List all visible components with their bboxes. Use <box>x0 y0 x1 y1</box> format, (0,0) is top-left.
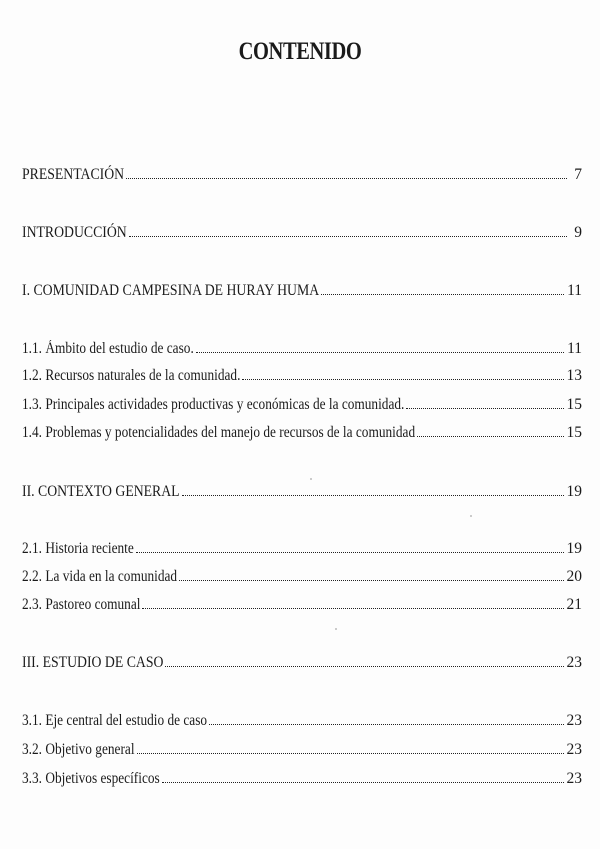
toc-entry-chapter-1 <box>22 281 582 301</box>
toc-entry-introduccion <box>22 223 582 243</box>
leader-dots <box>179 580 563 581</box>
toc-entry-page: 9 <box>574 224 582 241</box>
toc-entry-label: 3.2. Objetivo general <box>22 741 135 758</box>
leader-dots <box>321 294 564 295</box>
scan-speck <box>470 515 472 517</box>
toc-entry-1-2 <box>22 366 582 386</box>
toc-entry-page: 23 <box>566 741 582 758</box>
toc-entry-presentacion <box>22 165 582 185</box>
toc-entry-3-1 <box>22 711 582 731</box>
toc-entry-page: 15 <box>566 396 582 413</box>
toc-entry-label: I. COMUNIDAD CAMPESINA DE HURAY HUMA <box>22 282 320 299</box>
toc-entry-label: 2.2. La vida en la comunidad <box>22 568 178 585</box>
toc-entry-chapter-3 <box>22 653 582 673</box>
leader-dots <box>242 379 563 380</box>
toc-entry-label: 1.4. Problemas y potencialidades del manejo de recursos de la comunidad <box>22 424 416 441</box>
toc-entry-label: 1.1. Ámbito del estudio de caso. <box>22 340 194 357</box>
leader-dots <box>406 408 563 409</box>
toc-entry-page: 23 <box>566 712 582 729</box>
toc-entry-label: 3.1. Eje central del estudio de caso <box>22 712 208 729</box>
leader-dots <box>137 753 564 754</box>
toc-entry-label: INTRODUCCIÓN <box>22 224 127 241</box>
toc-entry-page: 20 <box>566 568 582 585</box>
scan-speck <box>310 478 312 480</box>
leader-dots <box>126 178 567 179</box>
toc-entry-page: 7 <box>574 166 582 183</box>
toc-entry-2-3 <box>22 595 582 615</box>
toc-entry-label: II. CONTEXTO GENERAL <box>22 483 180 500</box>
toc-entry-label: 2.3. Pastoreo comunal <box>22 596 141 613</box>
toc-entry-label: 3.3. Objetivos específicos <box>22 770 160 787</box>
toc-entry-1-4 <box>22 423 582 443</box>
leader-dots <box>196 352 564 353</box>
toc-entry-page: 21 <box>566 596 582 613</box>
leader-dots <box>182 495 564 496</box>
toc-entry-page: 11 <box>567 282 582 299</box>
toc-entry-label: 1.2. Recursos naturales de la comunidad. <box>22 367 241 384</box>
toc-entry-1-1 <box>22 339 582 359</box>
toc-entry-label: III. ESTUDIO DE CASO <box>22 654 164 671</box>
toc-entry-label: PRESENTACIÓN <box>22 166 125 183</box>
toc-entry-label: 2.1. Historia reciente <box>22 540 134 557</box>
leader-dots <box>165 666 563 667</box>
leader-dots <box>136 552 564 553</box>
toc-entry-page: 13 <box>566 367 582 384</box>
scan-speck <box>335 628 337 630</box>
toc-entry-page: 23 <box>566 770 582 787</box>
toc-entry-page: 11 <box>567 340 582 357</box>
toc-entry-page: 19 <box>566 540 582 557</box>
toc-entry-label: 1.3. Principales actividades productivas y económicas de la comunidad. <box>22 396 405 413</box>
leader-dots <box>162 782 564 783</box>
toc-entry-page: 23 <box>566 654 582 671</box>
toc-entry-2-2 <box>22 567 582 587</box>
toc-entry-2-1 <box>22 539 582 559</box>
toc-entry-3-2 <box>22 740 582 760</box>
leader-dots <box>142 608 563 609</box>
page-title: CONTENIDO <box>238 38 362 65</box>
toc-entry-chapter-2 <box>22 482 582 502</box>
leader-dots <box>209 724 563 725</box>
leader-dots <box>417 436 563 437</box>
toc-entry-page: 19 <box>566 483 582 500</box>
toc-entry-3-3 <box>22 769 582 789</box>
toc-entry-1-3 <box>22 395 582 415</box>
leader-dots <box>129 236 567 237</box>
toc-entry-page: 15 <box>566 424 582 441</box>
